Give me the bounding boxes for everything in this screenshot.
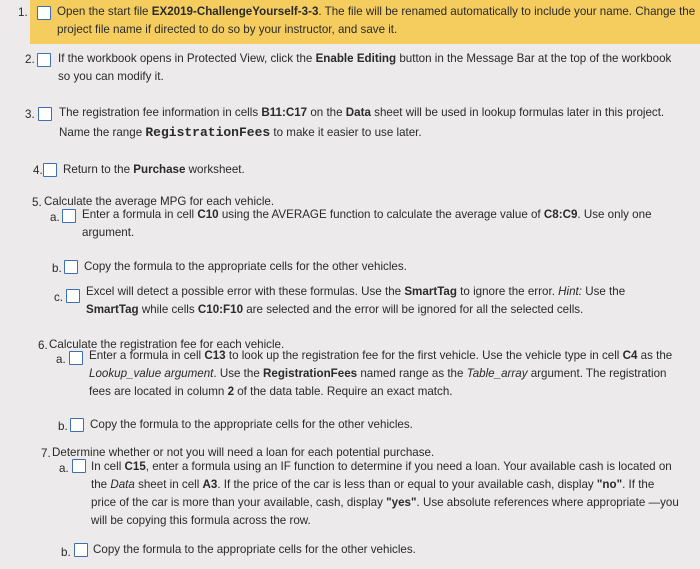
text-run: . Use the [213,367,264,380]
step-text [86,283,676,319]
bold-term: C4 [622,349,638,362]
text-run: . Use absolute references where appropriate —you will be copying this formula across the row. [91,496,679,527]
text-run: Enter a formula in cell [89,349,205,362]
bold-term: SmartTag [404,285,457,298]
bold-term: C10:F10 [197,303,244,316]
bold-term: A3 [202,478,218,491]
step-text [59,103,679,143]
text-run: to look up the registration fee for the first vehicle. Use the vehicle type in cell [225,349,623,362]
bold-term: SmartTag [86,303,139,316]
bold-term: C15 [124,460,146,473]
text-run: Determine whether or not you will need a loan for each potential purchase. [52,446,435,459]
step-text [58,50,678,86]
step-checkbox[interactable] [43,163,57,177]
step-checkbox[interactable] [37,6,51,20]
step-number: b. [58,420,68,433]
bold-term: C8:C9 [543,208,578,221]
text-run: sheet in cell [134,478,203,491]
bold-term: C13 [204,349,226,362]
step-number: 3. [25,108,35,121]
step-number: b. [52,262,62,275]
step-text [91,458,681,530]
text-run: Enter a formula in cell [82,208,198,221]
step-number: 7. [41,447,51,460]
step-number: c. [54,291,64,304]
step-checkbox[interactable] [62,209,76,223]
step-number: 4. [33,164,43,177]
text-run: Calculate the registration fee for each vehicle. [49,338,285,351]
text-run: argument. The registration fees are located in column [89,367,667,398]
step-checkbox[interactable] [69,351,83,365]
bold-term: 2 [227,385,235,398]
step-number: 6. [38,339,48,352]
text-run: Copy the formula to the appropriate cells for the other vehicles. [84,260,407,273]
text-run: , enter a formula using an IF function to determine if you need a loan. Your available cash is located on the [91,460,672,491]
bold-term: RegistrationFees [263,367,358,380]
step-number: 5. [32,196,42,209]
text-run: to ignore the error. [456,285,559,298]
step-text [89,347,685,401]
text-run: named range as the [357,367,467,380]
bold-term: "yes" [386,496,417,509]
text-run: worksheet. [185,163,245,176]
text-run: while cells [138,303,198,316]
text-run: Excel will detect a possible error with these formulas. Use the [86,285,405,298]
text-run: Copy the formula to the appropriate cells for the other vehicles. [90,418,413,431]
bold-term: "no" [596,478,623,491]
text-run: If the workbook opens in Protected View, click the [58,52,316,65]
step-number: 2. [25,53,35,66]
range-name: RegistrationFees [145,125,271,140]
text-run: button in the Message Bar at the top of the workbook so you can modify it. [58,52,672,83]
text-run: as the [637,349,673,362]
step-checkbox[interactable] [64,260,78,274]
bold-term: EX2019-ChallengeYourself-3-3 [151,5,319,18]
step-checkbox[interactable] [66,289,80,303]
bold-term: B11:C17 [261,106,308,119]
text-run: . The file will be renamed automatically to include your name. Change the project file name if directed to do so by your instructor, and save it. [57,5,696,36]
text-run: using the AVERAGE function to calculate the average value of [218,208,544,221]
text-run: . If the price of the car is more than your available, cash, display [91,478,655,509]
text-run: sheet will be used in lookup formulas later in this project. Name the range [59,106,665,139]
text-run: Copy the formula to the appropriate cells for the other vehicles. [93,543,416,556]
step-number: a. [59,462,69,475]
bold-term: Data [345,106,371,119]
step-text [63,161,623,179]
text-run: are selected and the error will be ignored for all the selected cells. [243,303,584,316]
text-run: on the [307,106,346,119]
step-checkbox[interactable] [70,418,84,432]
text-run: Use the [581,285,626,298]
step-number: 1. [18,6,28,19]
step-number: a. [56,353,66,366]
text-run: of the data table. Require an exact match. [234,385,453,398]
step-text [57,3,697,39]
text-run: . If the price of the car is less than or equal to your available cash, display [217,478,597,491]
step-checkbox[interactable] [37,53,51,67]
text-run: The registration fee information in cells [59,106,262,119]
step-number: a. [50,211,60,224]
step-text [82,206,678,242]
step-checkbox[interactable] [38,107,52,121]
italic-term: Hint: [558,285,582,298]
italic-term: Lookup_value argument [89,367,214,380]
bold-term: Purchase [133,163,186,176]
step-text [90,416,650,434]
step-number: b. [61,546,71,559]
text-run: to make it easier to use later. [270,126,422,139]
step-text [93,541,653,559]
italic-term: Data [110,478,135,491]
step-text [84,258,644,276]
italic-term: Table_array [466,367,528,380]
step-checkbox[interactable] [72,459,86,473]
bold-term: C10 [197,208,219,221]
text-run: Return to the [63,163,134,176]
text-run: Calculate the average MPG for each vehicle. [44,195,275,208]
text-run: In cell [91,460,125,473]
text-run: . Use only one argument. [82,208,652,239]
bold-term: Enable Editing [315,52,397,65]
step-checkbox[interactable] [74,543,88,557]
text-run: Open the start file [57,5,152,18]
